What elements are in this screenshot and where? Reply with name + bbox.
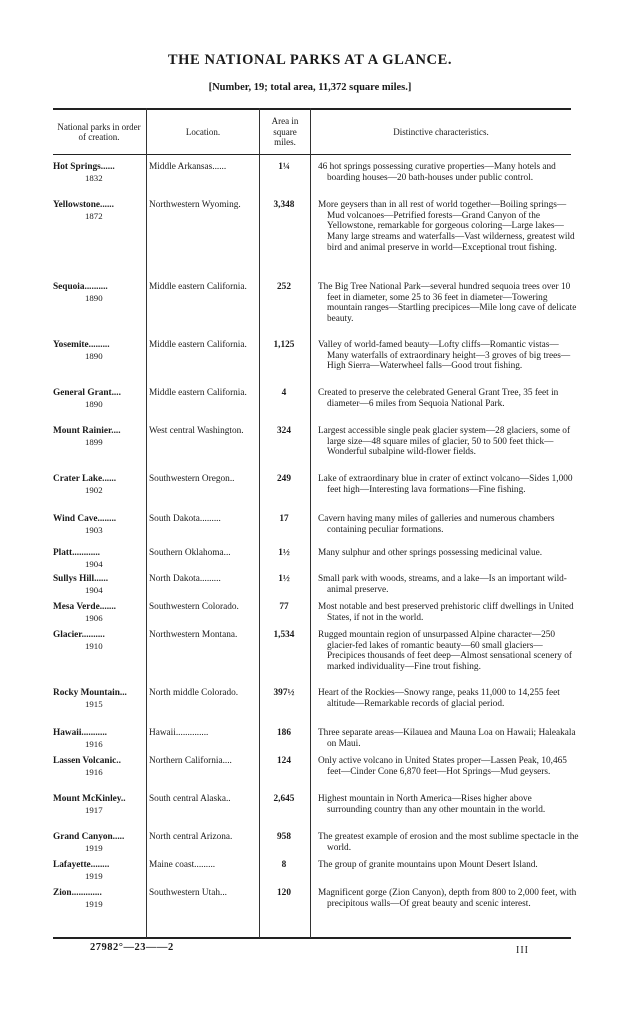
park-year: 1916: [85, 766, 103, 777]
park-cell: [53, 514, 143, 535]
park-characteristics: Heart of the Rockies—Snowy range, peaks 11,000 to 14,255 feet altitude—Remarkable records of glacial period.: [318, 688, 560, 709]
park-year: 1890: [85, 398, 103, 409]
park-area: 3,348: [273, 200, 295, 210]
park-name: Zion.............: [53, 888, 102, 898]
park-area: 17: [279, 514, 289, 524]
park-area: 958: [277, 832, 291, 842]
park-name: Mesa Verde.......: [53, 602, 117, 612]
park-name: Rocky Mountain...: [53, 688, 127, 698]
park-location: Southern Oklahoma...: [149, 548, 231, 558]
park-name: Platt............: [53, 548, 100, 558]
park-year: 1910: [85, 640, 103, 651]
park-area: 1½: [278, 548, 290, 558]
park-location: West central Washington.: [149, 426, 244, 436]
park-year: 1902: [85, 484, 103, 495]
park-area: 1,534: [273, 630, 295, 640]
park-characteristics: The Big Tree National Park—several hundred sequoia trees over 10 feet in diameter, some 25 to 36 feet in diameter—Towering mountain ranges—Startling precipices—Mile long cave of delicate beauty.: [318, 282, 577, 325]
park-cell: [53, 388, 143, 409]
park-area: 186: [277, 728, 291, 738]
park-name: Wind Cave........: [53, 514, 117, 524]
park-name: Sullys Hill......: [53, 574, 109, 584]
header-location: Location.: [185, 126, 221, 137]
park-year: 1904: [85, 584, 103, 595]
park-cell: [53, 888, 143, 909]
table-bottom-rule: [53, 937, 571, 939]
park-name: Lafayette........: [53, 860, 110, 870]
park-area: 4: [281, 388, 287, 398]
page-subtitle: [Number, 19; total area, 11,372 square miles.]: [208, 82, 412, 93]
header-characteristics: Distinctive characteristics.: [393, 126, 489, 137]
park-cell: [53, 340, 143, 361]
header-rule: [53, 154, 571, 155]
park-year: 1903: [85, 524, 103, 535]
column-divider: [310, 108, 311, 938]
park-characteristics: Three separate areas—Kilauea and Mauna Loa on Hawaii; Haleakala on Maui.: [318, 728, 576, 749]
park-location: Middle eastern California.: [149, 388, 247, 398]
park-location: Northwestern Montana.: [149, 630, 238, 640]
park-area: 77: [279, 602, 289, 612]
park-characteristics: Most notable and best preserved prehistoric cliff dwellings in United States, if not in the world.: [318, 602, 574, 623]
park-area: 252: [277, 282, 291, 292]
park-area: 1½: [278, 574, 290, 584]
park-location: South central Alaska..: [149, 794, 231, 804]
park-cell: [53, 756, 143, 777]
park-year: 1906: [85, 612, 103, 623]
park-cell: [53, 728, 143, 749]
park-cell: [53, 602, 143, 623]
park-year: 1890: [85, 292, 103, 303]
park-year: 1919: [85, 898, 103, 909]
park-cell: [53, 860, 143, 881]
page-number: III: [516, 945, 529, 956]
park-name: Hawaii...........: [53, 728, 107, 738]
park-location: North Dakota.........: [149, 574, 221, 584]
park-characteristics: Largest accessible single peak glacier system—28 glaciers, some of large size—48 square miles of glacier, 50 to 500 feet thick—Wonderful subalpine wild-flower fields.: [318, 426, 571, 458]
park-characteristics: Highest mountain in North America—Rises higher above surrounding country than any other mountain in the world.: [318, 794, 546, 815]
park-location: North central Arizona.: [149, 832, 233, 842]
park-location: Southwestern Oregon..: [149, 474, 235, 484]
park-characteristics: Created to preserve the celebrated General Grant Tree, 35 feet in diameter—6 miles from Sequoia National Park.: [318, 388, 559, 409]
park-year: 1915: [85, 698, 103, 709]
park-area: 1¼: [278, 162, 290, 172]
page-title: THE NATIONAL PARKS AT A GLANCE.: [167, 52, 453, 68]
park-cell: [53, 426, 143, 447]
park-characteristics: The group of granite mountains upon Mount Desert Island.: [318, 860, 538, 870]
park-location: Southwestern Colorado.: [149, 602, 239, 612]
park-year: 1872: [85, 210, 103, 221]
park-cell: [53, 200, 143, 221]
park-name: Mount Rainier....: [53, 426, 121, 436]
print-code: 27982°—23——2: [90, 942, 174, 953]
park-location: Southwestern Utah...: [149, 888, 227, 898]
park-location: South Dakota.........: [149, 514, 221, 524]
park-location: Middle Arkansas......: [149, 162, 227, 172]
park-location: Hawaii..............: [149, 728, 209, 738]
park-name: Glacier..........: [53, 630, 105, 640]
park-cell: [53, 474, 143, 495]
park-cell: [53, 548, 143, 569]
park-year: 1919: [85, 870, 103, 881]
park-year: 1916: [85, 738, 103, 749]
park-characteristics: Lake of extraordinary blue in crater of extinct volcano—Sides 1,000 feet high—Interesting lava formations—Fine fishing.: [318, 474, 573, 495]
parks-table: [53, 108, 579, 939]
park-cell: [53, 162, 143, 183]
park-cell: [53, 574, 143, 595]
park-name: Grand Canyon.....: [53, 832, 125, 842]
park-name: Yosemite.........: [53, 340, 110, 350]
park-characteristics: More geysers than in all rest of world together—Boiling springs—Mud volcanoes—Petrified forests—Grand Canyon of the Yellowstone, remarkable for gorgeous coloring—Large lakes—Many large streams and waterfalls—Vast wilderness, greatest wild bird and animal preserve in world—Exceptional trout fishing.: [318, 200, 575, 253]
park-year: 1832: [85, 172, 103, 183]
park-area: 8: [281, 860, 287, 870]
park-year: 1904: [85, 558, 103, 569]
park-characteristics: Only active volcano in United States proper—Lassen Peak, 10,465 feet—Cinder Cone 6,870 feet—Hot Springs—Mud geysers.: [318, 756, 567, 777]
park-year: 1919: [85, 842, 103, 853]
park-characteristics: The greatest example of erosion and the most sublime spectacle in the world.: [318, 832, 579, 853]
park-name: Mount McKinley..: [53, 794, 126, 804]
header-area: Area in square miles.: [271, 116, 299, 148]
park-name: Sequoia..........: [53, 282, 108, 292]
column-divider: [146, 108, 147, 938]
header-park: National parks in order of creation.: [57, 121, 141, 142]
park-name: Crater Lake......: [53, 474, 117, 484]
park-area: 324: [277, 426, 291, 436]
park-characteristics: 46 hot springs possessing curative properties—Many hotels and boarding houses—20 bath-houses under public control.: [318, 162, 556, 183]
park-name: Lassen Volcanic..: [53, 756, 121, 766]
park-name: General Grant....: [53, 388, 121, 398]
park-characteristics: Valley of world-famed beauty—Lofty cliffs—Romantic vistas—Many waterfalls of extraordinary height—3 groves of big trees—High Sierra—Waterwheel falls—Good trout fishing.: [318, 340, 571, 372]
park-area: 124: [277, 756, 291, 766]
park-name: Yellowstone......: [53, 200, 114, 210]
park-characteristics: Small park with woods, streams, and a lake—Is an important wild-animal preserve.: [318, 574, 567, 595]
park-location: North middle Colorado.: [149, 688, 239, 698]
park-location: Maine coast.........: [149, 860, 216, 870]
park-cell: [53, 630, 143, 651]
park-area: 397½: [273, 688, 295, 698]
park-area: 1,125: [273, 340, 295, 350]
park-location: Middle eastern California.: [149, 282, 247, 292]
park-area: 120: [277, 888, 291, 898]
park-characteristics: Many sulphur and other springs possessing medicinal value.: [318, 548, 543, 558]
park-area: 2,645: [273, 794, 295, 804]
park-area: 249: [277, 474, 291, 484]
park-name: Hot Springs......: [53, 162, 115, 172]
column-divider: [259, 108, 260, 938]
park-cell: [53, 282, 143, 303]
park-cell: [53, 688, 143, 709]
park-location: Northwestern Wyoming.: [149, 200, 241, 210]
park-year: 1899: [85, 436, 103, 447]
park-year: 1890: [85, 350, 103, 361]
park-location: Northern California....: [149, 756, 232, 766]
park-year: 1917: [85, 804, 103, 815]
park-location: Middle eastern California.: [149, 340, 247, 350]
park-characteristics: Cavern having many miles of galleries and numerous chambers containing peculiar formations.: [318, 514, 555, 535]
park-characteristics: Rugged mountain region of unsurpassed Alpine character—250 glacier-fed lakes of romantic beauty—60 small glaciers—Precipices thousands of feet deep—Almost sensational scenery of marked individuality—Fine trout fishing.: [318, 630, 573, 673]
park-cell: [53, 832, 143, 853]
park-cell: [53, 794, 143, 815]
park-characteristics: Magnificent gorge (Zion Canyon), depth from 800 to 2,000 feet, with precipitous walls—Of great beauty and scenic interest.: [318, 888, 577, 909]
